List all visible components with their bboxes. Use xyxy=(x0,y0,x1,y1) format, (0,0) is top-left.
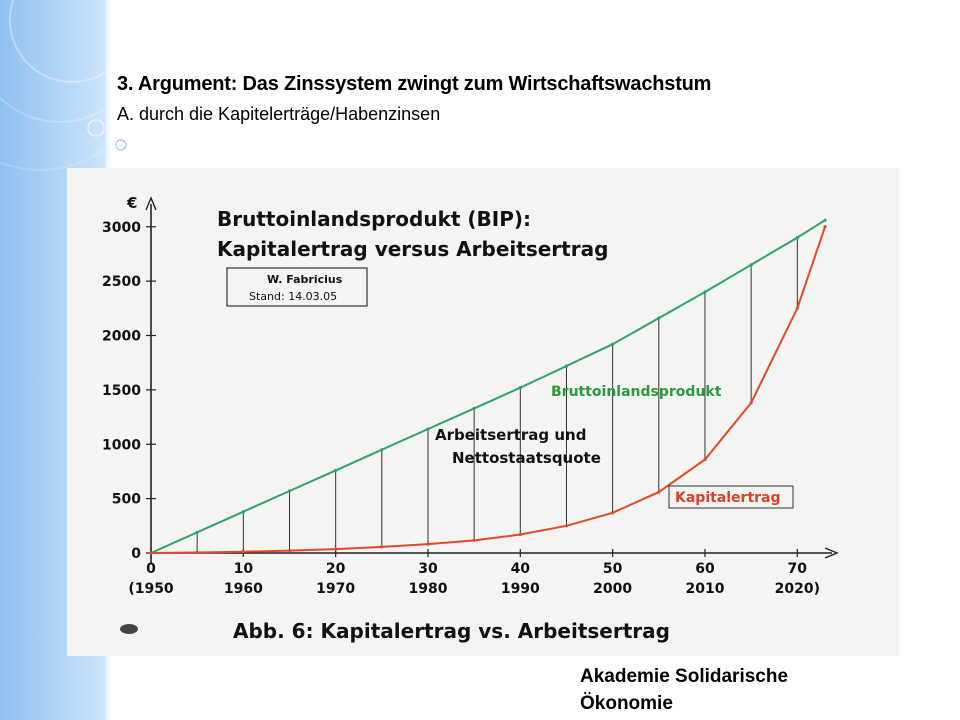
chart-title: Bruttoinlandsprodukt (BIP): xyxy=(217,207,532,231)
footer-line-2: Ökonomie xyxy=(580,693,673,714)
caption-bullet-icon xyxy=(120,624,138,634)
x-year-label: 1980 xyxy=(408,581,448,597)
bip-data-point xyxy=(519,386,522,389)
bip-series-label: Bruttoinlandsprodukt xyxy=(551,384,722,400)
kapitalertrag-series-label: Kapitalertrag xyxy=(675,490,781,506)
footer-organization xyxy=(580,663,880,717)
kapitalertrag-data-point xyxy=(196,551,199,554)
bip-data-point xyxy=(796,236,799,239)
x-period-label: 30 xyxy=(418,561,438,577)
line-chart xyxy=(67,168,899,656)
bip-data-point xyxy=(750,263,753,266)
y-tick-label: 1000 xyxy=(102,437,141,454)
kapitalertrag-data-point xyxy=(242,550,245,553)
x-year-label: (1950 xyxy=(128,581,174,597)
kapitalertrag-data-point xyxy=(703,458,706,461)
kapitalertrag-data-point xyxy=(657,491,660,494)
y-tick-label: 2500 xyxy=(102,274,141,291)
x-period-label: 10 xyxy=(233,561,254,577)
x-period-label: 60 xyxy=(695,561,715,577)
x-year-label: 1970 xyxy=(316,581,356,597)
bip-data-point xyxy=(380,448,383,451)
figure-caption: Abb. 6: Kapitalertrag vs. Arbeitsertrag xyxy=(233,619,670,643)
y-unit-label: € xyxy=(127,194,138,212)
x-year-label: 2010 xyxy=(685,581,725,597)
small-circle-deco xyxy=(112,136,132,156)
x-period-label: 70 xyxy=(787,561,808,577)
y-tick-label: 1500 xyxy=(102,382,141,399)
kapitalertrag-data-point xyxy=(750,401,753,404)
x-year-label: 2020) xyxy=(774,581,820,597)
kapitalertrag-data-point xyxy=(823,225,826,228)
bip-data-point xyxy=(288,489,291,492)
kapitalertrag-data-point xyxy=(426,542,429,545)
kapitalertrag-data-point xyxy=(149,551,152,554)
bip-data-point xyxy=(426,427,429,430)
bip-data-point xyxy=(611,343,614,346)
y-tick-label: 0 xyxy=(131,546,141,562)
date-stamp: Stand: 14.03.05 xyxy=(249,290,338,303)
kapitalertrag-data-point xyxy=(611,511,614,514)
arbeitsertrag-label-line2: Nettostaatsquote xyxy=(452,449,601,467)
x-period-label: 40 xyxy=(510,561,531,577)
kapitalertrag-data-point xyxy=(796,307,799,310)
kapitalertrag-data-point xyxy=(334,547,337,550)
kapitalertrag-data-point xyxy=(380,545,383,548)
kapitalertrag-data-point xyxy=(565,524,568,527)
y-tick-label: 500 xyxy=(111,491,141,508)
kapitalertrag-data-point xyxy=(519,533,522,536)
chart-subtitle: Kapitalertrag versus Arbeitsertrag xyxy=(217,237,609,261)
bip-data-point xyxy=(657,317,660,320)
scanned-figure xyxy=(67,168,899,656)
bip-data-point xyxy=(242,510,245,513)
kapitalertrag-data-point xyxy=(473,539,476,542)
bip-data-point xyxy=(334,469,337,472)
arbeitsertrag-label-line1: Arbeitsertrag und xyxy=(435,426,587,444)
author-label: W. Fabricius xyxy=(267,273,343,286)
x-year-label: 1990 xyxy=(500,581,540,597)
x-year-label: 2000 xyxy=(593,581,633,597)
bip-data-point xyxy=(196,531,199,534)
footer-line-1: Akademie Solidarische xyxy=(580,666,789,687)
bip-data-point xyxy=(823,219,826,222)
bip-data-point xyxy=(703,290,706,293)
y-tick-label: 2000 xyxy=(102,328,141,345)
x-period-label: 50 xyxy=(602,561,623,577)
x-year-label: 1960 xyxy=(223,581,263,597)
bip-data-point xyxy=(565,364,568,367)
y-tick-label: 3000 xyxy=(102,219,141,236)
x-period-label: 0 xyxy=(146,561,156,577)
bip-data-point xyxy=(473,407,476,410)
x-period-label: 20 xyxy=(325,561,346,577)
kapitalertrag-data-point xyxy=(288,549,291,552)
slide-subheading: A. durch die Kapitelerträge/Habenzinsen xyxy=(117,104,441,124)
slide-heading: 3. Argument: Das Zinssystem zwingt zum Wirtschaftswachstum xyxy=(117,73,712,95)
